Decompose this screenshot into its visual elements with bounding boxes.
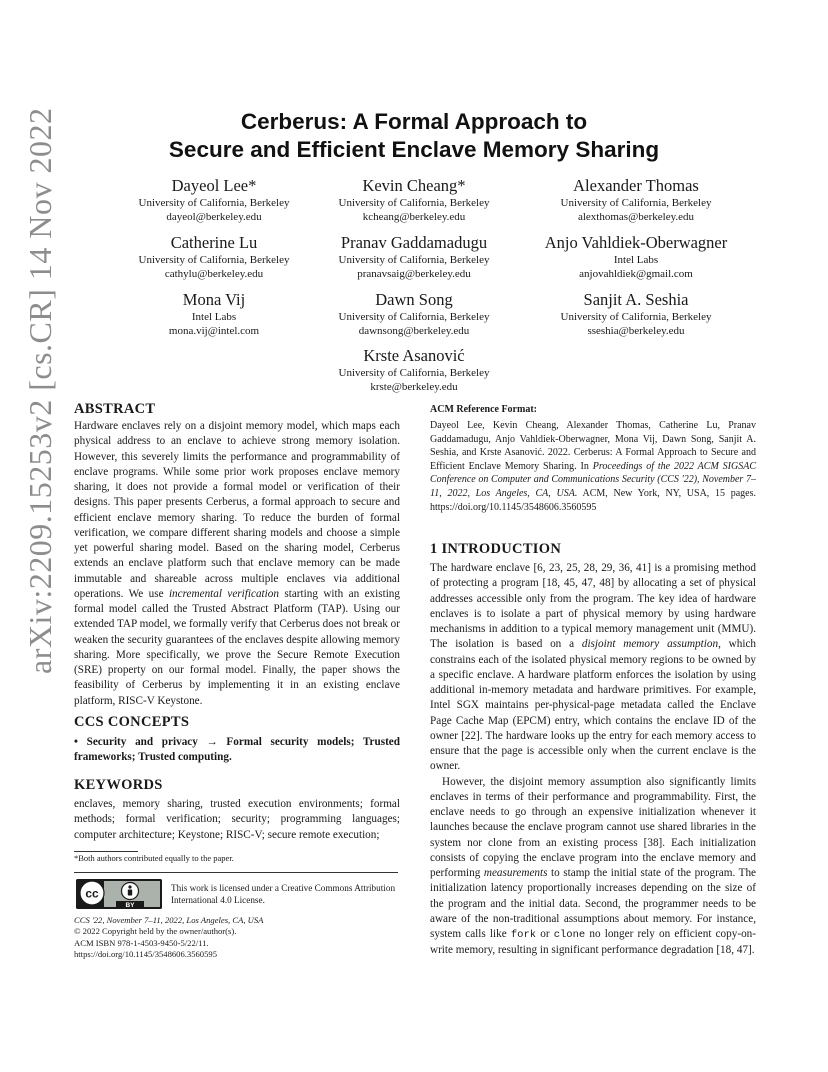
- author-email: pranavsaig@berkeley.edu: [357, 268, 471, 280]
- abstract-text: [74, 419, 400, 709]
- intro-emphasis: disjoint memory assumption: [581, 638, 719, 651]
- author-affiliation: Intel Labs: [613, 254, 659, 266]
- abstract-heading: ABSTRACT: [74, 401, 156, 417]
- license-text: This work is licensed under a Creative Commons Attribution International 4.0 License.: [171, 883, 396, 905]
- acm-reference-part: Dayeol Lee, Kevin Cheang, Alexander Thomas, Catherine Lu, Pranav Gaddamadugu, Anjo Vahldiek-Oberwagner, Mona Vij, Dawn Song, Sanjit A. Seshia, and Krste Asanović. 2022. Cerberus: A Formal Approach to Secure and Efficient Enclave Memory Sharing. In: [430, 420, 756, 472]
- acm-reference-emphasis: Proceedings of the 2022 ACM SIGSAC Conference on Computer and Communications Security (CCS '22), November 7–11, 2022, Los Angeles, CA, USA.: [430, 460, 756, 499]
- arxiv-identifier: arXiv:2209.15253v2 [cs.CR] 14 Nov 2022: [22, 107, 58, 674]
- keywords-heading: KEYWORDS: [74, 777, 163, 793]
- author-name: Dawn Song: [375, 290, 453, 309]
- author-block: [294, 290, 534, 338]
- abstract-paragraph: [74, 419, 400, 709]
- author-email: krste@berkeley.edu: [370, 381, 458, 393]
- author-email: anjovahldiek@gmail.com: [579, 268, 693, 280]
- abstract-text-part: Hardware enclaves rely on a disjoint memory model, which maps each physical address to an enclave to achieve strong memory isolation. However, this severely limits the performance and programmability of enclave programs. While some prior work proposes enclave memory sharing, it does not provide a formal model or verification of their designs. This paper presents Cerberus, a formal approach to secure and efficient enclave memory sharing. To reduce the burden of formal verification, we compare different sharing models and choose a simple yet powerful sharing model. Based on the sharing model, Cerberus extends an enclave platform such that enclave memory can be made immutable and shareable across multiple enclaves via additional operations. We use: [74, 420, 400, 600]
- author-affiliation: University of California, Berkeley: [138, 254, 290, 266]
- title-line-2: Secure and Efficient Enclave Memory Sharing: [168, 137, 660, 162]
- author-block: [516, 233, 756, 281]
- author-affiliation: University of California, Berkeley: [560, 197, 712, 209]
- author-affiliation: University of California, Berkeley: [338, 367, 490, 379]
- author-email: alexthomas@berkeley.edu: [577, 211, 694, 223]
- acm-reference-text: [430, 419, 756, 514]
- author-name: Sanjit A. Seshia: [583, 290, 689, 309]
- svg-text:BY: BY: [125, 902, 135, 909]
- author-block: [294, 176, 534, 224]
- introduction-text: [430, 561, 756, 959]
- footnote-rule: [74, 851, 138, 852]
- author-email: sseshia@berkeley.edu: [587, 325, 685, 337]
- intro-text-part: However, the disjoint memory assumption also significantly limits enclaves in terms of their performance and programmability. First, the enclave needs to go through an expensive initialization whenever it launches because the enclave program cannot use shared libraries in the system nor clone from an existing process [38]. Each initialization consists of copying the enclave program into the enclave memory and performing: [430, 775, 756, 879]
- author-name: Dayeol Lee*: [171, 176, 257, 195]
- author-block: [516, 290, 756, 338]
- isbn-line: ACM ISBN 978-1-4503-9450-5/22/11.: [74, 937, 209, 948]
- abstract-emphasis: incremental verification: [168, 587, 279, 600]
- author-name: Mona Vij: [182, 290, 246, 309]
- author-name: Kevin Cheang*: [362, 176, 466, 195]
- author-email: kcheang@berkeley.edu: [362, 211, 466, 223]
- introduction-heading: 1 INTRODUCTION: [430, 541, 562, 557]
- conference-info: [74, 915, 400, 960]
- svg-text:cc: cc: [85, 886, 99, 901]
- license-rule: [74, 872, 398, 873]
- intro-text-part: , which constrains each of the isolated physical memory regions to be owned by a specific enclave. A hardware platform enforces the isolation by using additional in-memory metadata and hardware primitives. For example, Intel SGX maintains per-physical-page metadata called the Enclave Page Cache Map (EPCM) entry, which contains the enclave ID of the owner [22]. The hardware looks up the entry for each memory access to ensure that the page is accessible only when the current enclave is the owner.: [430, 638, 757, 773]
- author-email: cathylu@berkeley.edu: [164, 268, 264, 280]
- author-name: Catherine Lu: [170, 233, 258, 252]
- author-affiliation: University of California, Berkeley: [338, 254, 490, 266]
- abstract-text-part: starting with an existing formal model called the Trusted Abstract Platform (TAP). Using our extended TAP model, we formally verify that Cerberus does not break or weaken the security guarantees of the enclaves despite allowing memory sharing. More specifically, we prove the Secure Remote Execution (SRE) property on our formal model. Finally, the paper shows the feasibility of Cerberus by implementing it in an existing enclave platform, RISC-V Keystone.: [74, 587, 400, 707]
- author-email: dawnsong@berkeley.edu: [358, 325, 470, 337]
- intro-text-part: no longer rely on efficient copy-on-write memory, resulting in significant performance degradation [18, 47].: [430, 928, 756, 957]
- author-block: [294, 346, 534, 394]
- author-name: Anjo Vahldiek-Oberwagner: [544, 233, 728, 252]
- intro-code: fork: [510, 929, 537, 941]
- author-affiliation: University of California, Berkeley: [560, 311, 712, 323]
- copyright-line: © 2022 Copyright held by the owner/author(s).: [74, 926, 237, 937]
- author-name: Krste Asanović: [363, 346, 465, 365]
- acm-reference-heading: ACM Reference Format:: [430, 404, 537, 415]
- introduction-paragraph-2: [430, 775, 756, 959]
- intro-text-part: The hardware enclave [6, 23, 25, 28, 29, 36, 41] is a promising method of protecting a program [18, 45, 47, 48] by allocating a set of physical addresses accessible only from the program. The key idea of hardware enclaves is to isolate a part of physical memory by using hardware mechanisms in addition to a typical memory management unit (MMU). The isolation is based on a: [430, 562, 756, 651]
- intro-text-part: to stamp the initial state of the program. The initialization latency proportionally increases depending on the size of the program and the initial data. Second, the programmer needs to be aware of the non-traditional assumptions about memory. For instance, system calls like: [430, 867, 757, 940]
- conference-line: CCS '22, November 7–11, 2022, Los Angeles, CA, USA: [74, 915, 264, 925]
- introduction-paragraph-1: [430, 561, 756, 775]
- author-block: [516, 176, 756, 224]
- equal-contribution-footnote: *Both authors contributed equally to the paper.: [74, 853, 234, 863]
- acm-reference-part: ACM, New York, NY, USA, 15 pages. https://doi.org/10.1145/3548606.3560595: [430, 487, 756, 513]
- author-block: [294, 233, 534, 281]
- ccs-text: • Security and privacy → Formal security models; Trusted frameworks; Trusted computing.: [74, 736, 400, 764]
- intro-emphasis: measurements: [483, 867, 548, 879]
- author-affiliation: University of California, Berkeley: [338, 311, 490, 323]
- ccs-heading: CCS CONCEPTS: [74, 714, 190, 730]
- cc-by-license-badge: [76, 879, 162, 909]
- author-email: mona.vij@intel.com: [168, 325, 260, 337]
- author-email: dayeol@berkeley.edu: [166, 211, 262, 223]
- paper-title: [0, 108, 828, 164]
- author-affiliation: University of California, Berkeley: [138, 197, 290, 209]
- author-name: Alexander Thomas: [573, 176, 699, 195]
- doi-line: https://doi.org/10.1145/3548606.3560595: [74, 948, 217, 959]
- keywords-text: enclaves, memory sharing, trusted execution environments; formal methods; formal verification; security; programming languages; computer architecture; Keystone; RISC-V; secure remote execution;: [74, 798, 400, 841]
- author-affiliation: Intel Labs: [191, 311, 237, 323]
- intro-text-part: or: [536, 928, 554, 940]
- intro-code: clone: [553, 929, 586, 941]
- author-name: Pranav Gaddamadugu: [340, 233, 488, 252]
- author-affiliation: University of California, Berkeley: [338, 197, 490, 209]
- title-line-1: Cerberus: A Formal Approach to: [240, 109, 588, 134]
